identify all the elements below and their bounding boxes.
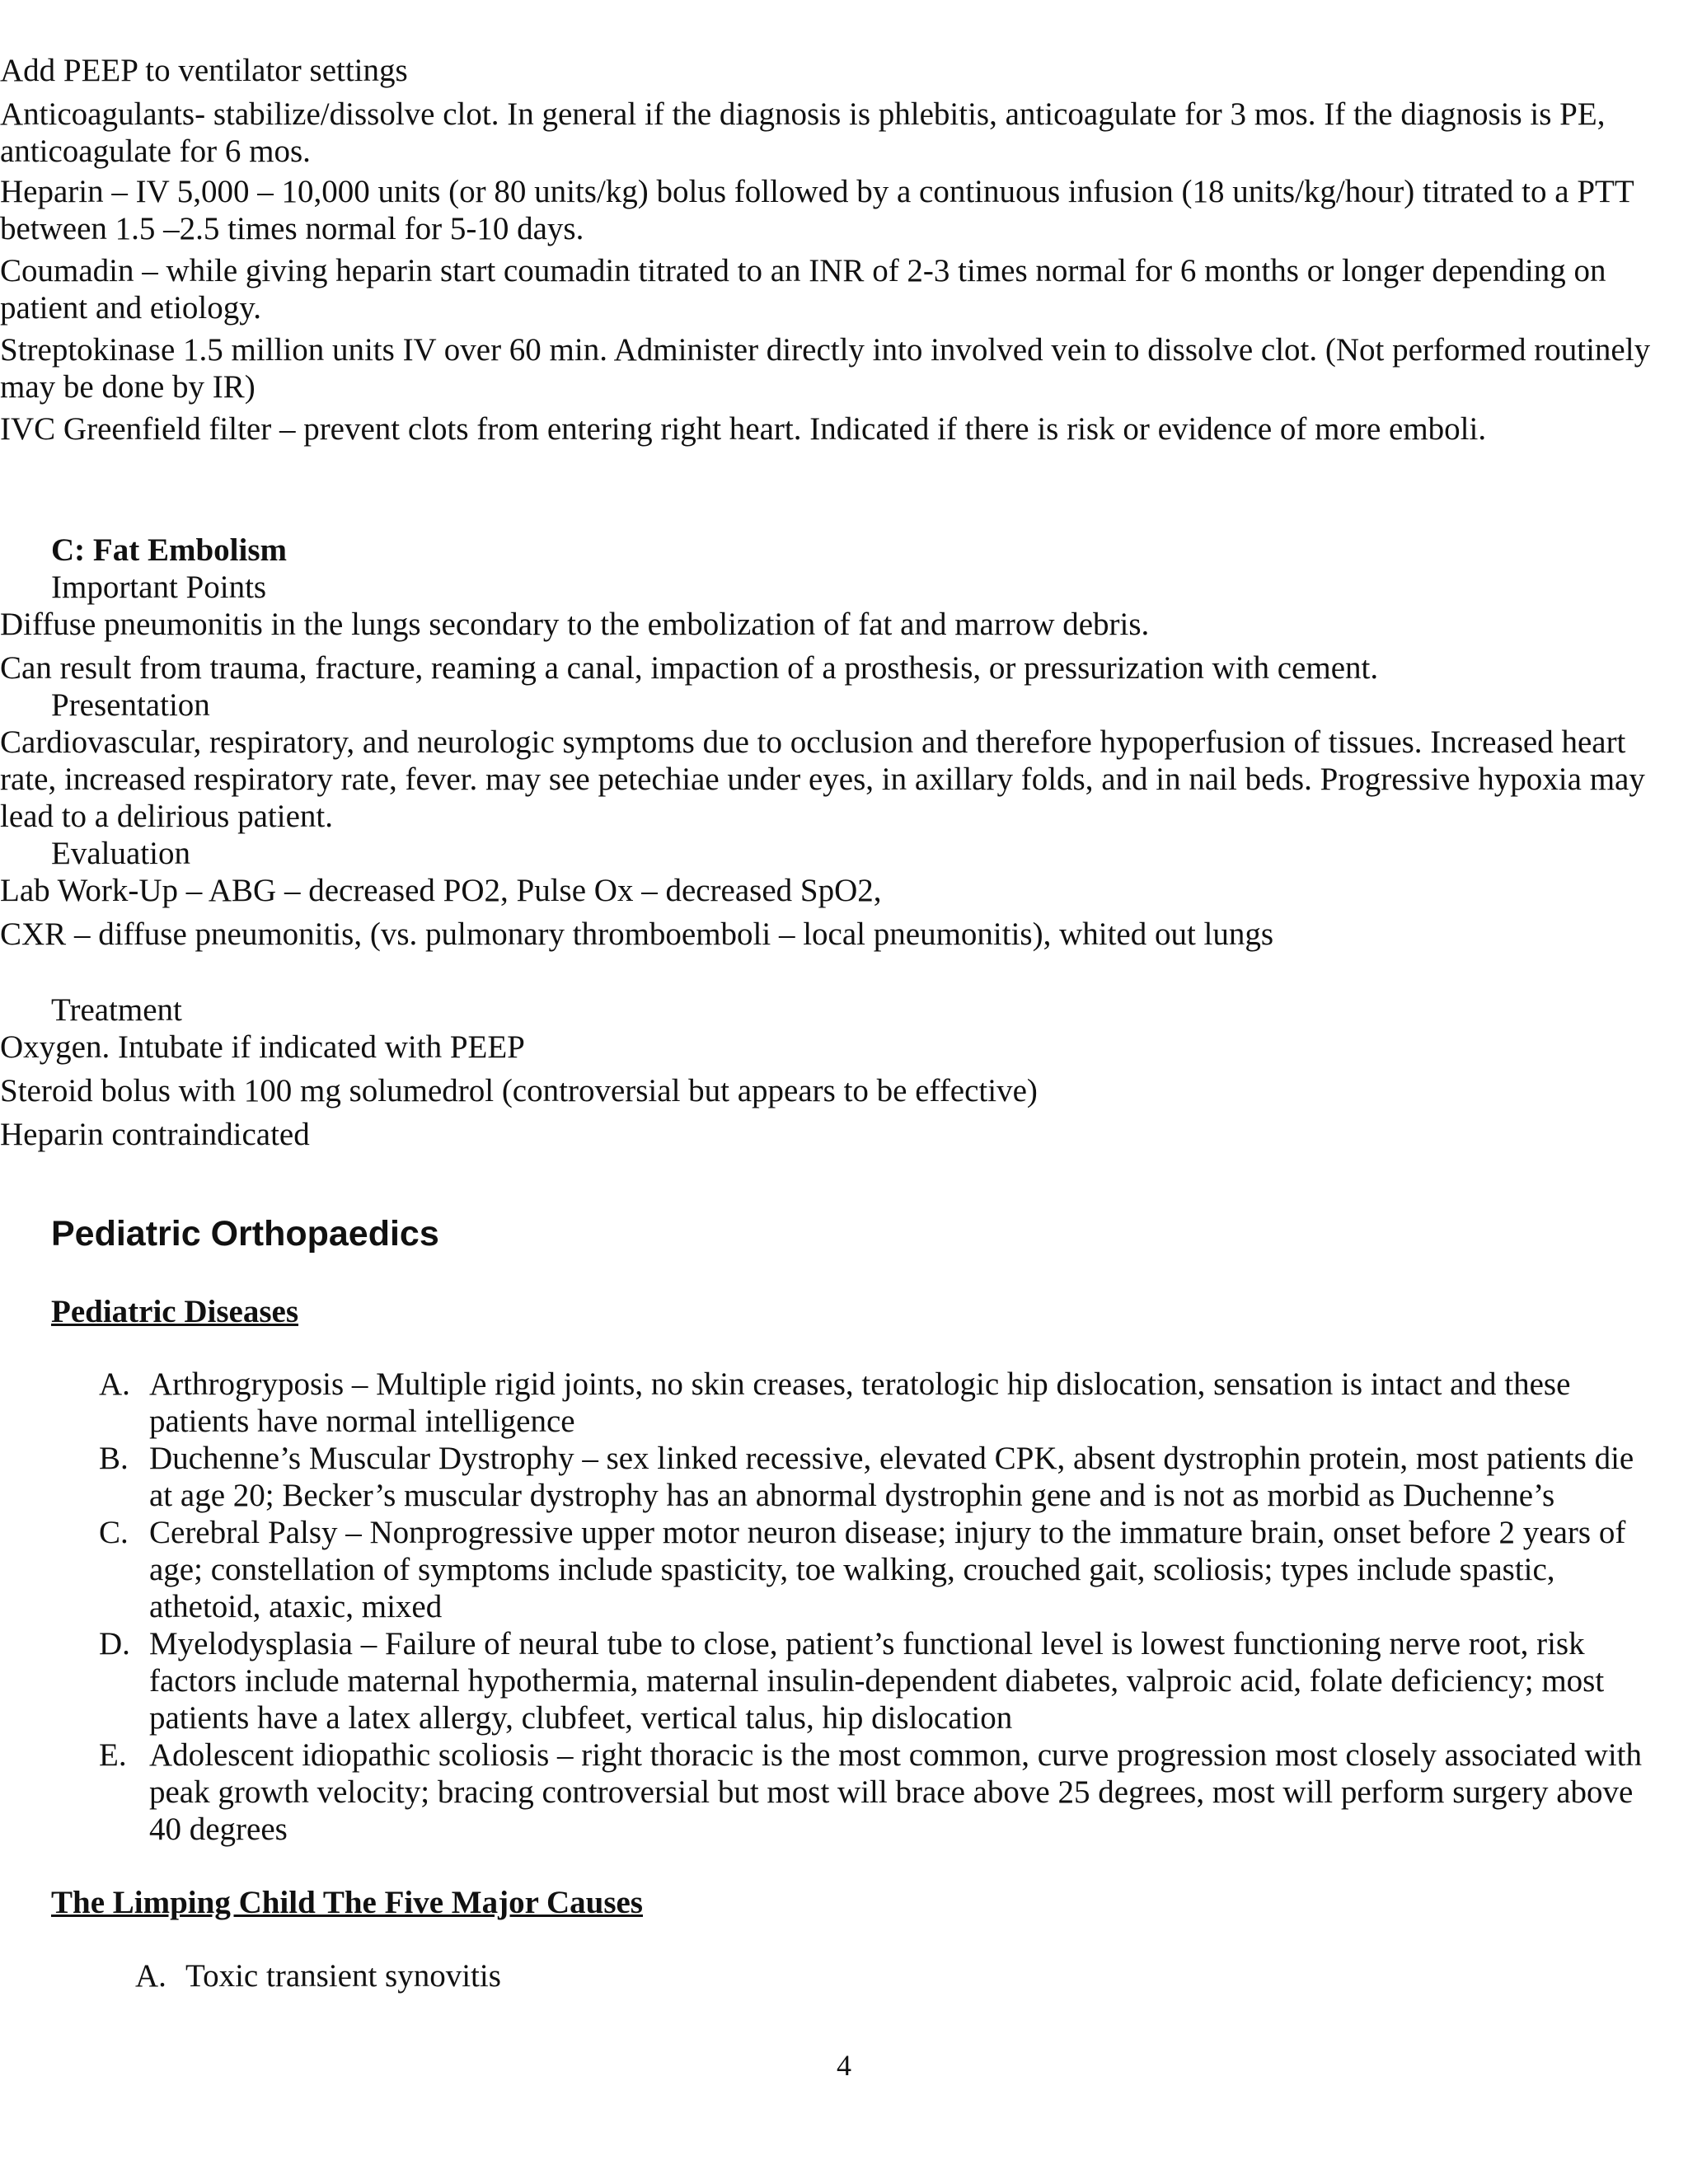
list-marker: E. <box>99 1737 127 1773</box>
treatment-list <box>0 1029 1688 1153</box>
list-marker: B. <box>99 1441 129 1476</box>
list-item: • Lab Work-Up – ABG – decreased PO2, Pulse Ox – decreased SpO2, <box>0 872 1688 909</box>
presentation-list <box>0 724 1688 835</box>
page-number: 4 <box>837 2049 851 2082</box>
list-item <box>99 1440 1655 1514</box>
list-item-text: Duchenne’s Muscular Dystrophy – sex linked recessive, elevated CPK, absent dystrophin protein, most patients die at age 20; Becker’s muscular dystrophy has an abnormal dystrophin gene and is not as morbid as Duchenne’s <box>149 1441 1634 1513</box>
subsection-heading: The Limping Child The Five Major Causes <box>51 1885 643 1920</box>
list-item <box>135 1957 1655 1994</box>
section-title: C: Fat Embolism <box>51 532 287 568</box>
list-item-text: Toxic transient synovitis <box>185 1958 501 1994</box>
pediatric-section <box>0 1213 1688 1994</box>
limping-causes-list <box>0 1957 1688 1994</box>
list-item: • IVC Greenfield filter – prevent clots from entering right heart. Indicated if there is risk or evidence of more emboli. <box>0 410 1688 448</box>
top-section <box>0 52 1688 448</box>
fat-embolism-section <box>0 532 1688 1153</box>
list-item-text: Myelodysplasia – Failure of neural tube to close, patient’s functional level is lowest functioning nerve root, risk factors include maternal hypothermia, maternal insulin-dependent diabetes, valproic acid, folate deficiency; most patients have a latex allergy, clubfeet, vertical talus, hip dislocation <box>149 1626 1605 1736</box>
list-item <box>99 1625 1655 1736</box>
anticoagulant-sub-list <box>0 173 1688 448</box>
list-marker: A. <box>99 1366 130 1402</box>
list-item: • CXR – diffuse pneumonitis, (vs. pulmonary thromboemboli – local pneumonitis), whited out lungs <box>0 916 1688 953</box>
list-item-text: Adolescent idiopathic scoliosis – right thoracic is the most common, curve progression most closely associated with peak growth velocity; bracing controversial but most will brace above 25 degrees, most will perform surgery above 40 degrees <box>149 1737 1642 1847</box>
pediatric-diseases-list <box>0 1366 1688 1848</box>
important-points-list <box>0 606 1688 687</box>
list-marker: C. <box>99 1515 129 1550</box>
list-item <box>99 1514 1655 1625</box>
subheading-evaluation: Evaluation <box>51 836 190 871</box>
list-item: • Streptokinase 1.5 million units IV over 60 min. Administer directly into involved vein to dissolve clot. (Not performed routinely may be done by IR) <box>0 331 1688 405</box>
list-item: • Heparin – IV 5,000 – 10,000 units (or 80 units/kg) bolus followed by a continuous infusion (18 units/kg/hour) titrated to a PTT between 1.5 –2.5 times normal for 5-10 days. <box>0 173 1688 247</box>
list-item: • Oxygen. Intubate if indicated with PEEP <box>0 1029 1688 1066</box>
section-heading: Pediatric Orthopaedics <box>51 1214 439 1254</box>
top-bullet-list <box>0 52 1688 170</box>
list-item: • Add PEEP to ventilator settings <box>0 52 1688 89</box>
list-item: • Coumadin – while giving heparin start coumadin titrated to an INR of 2-3 times normal for 6 months or longer depending on patient and etiology. <box>0 252 1688 326</box>
list-item: • Steroid bolus with 100 mg solumedrol (controversial but appears to be effective) <box>0 1072 1688 1109</box>
list-item <box>99 1736 1655 1848</box>
subsection-heading: Pediatric Diseases <box>51 1294 299 1329</box>
list-item: • Heparin contraindicated <box>0 1116 1688 1153</box>
list-item <box>99 1366 1655 1440</box>
list-item: • Cardiovascular, respiratory, and neurologic symptoms due to occlusion and therefore hypoperfusion of tissues. Increased heart rate, increased respiratory rate, fever. may see petechiae under eyes, in axillary folds, and in nail beds. Progressive hypoxia may lead to a delirious patient. <box>0 724 1688 835</box>
list-marker: D. <box>99 1626 130 1661</box>
list-item: • Anticoagulants- stabilize/dissolve clot. In general if the diagnosis is phlebitis, anticoagulate for 3 mos. If the diagnosis is PE, anticoagulate for 6 mos. <box>0 96 1688 170</box>
subheading-presentation: Presentation <box>51 687 210 723</box>
list-item-text: Arthrogryposis – Multiple rigid joints, no skin creases, teratologic hip dislocation, sensation is intact and these patients have normal intelligence <box>149 1366 1571 1439</box>
list-item: • Can result from trauma, fracture, reaming a canal, impaction of a prosthesis, or pressurization with cement. <box>0 649 1688 687</box>
list-item: • Diffuse pneumonitis in the lungs secondary to the embolization of fat and marrow debris. <box>0 606 1688 643</box>
list-item-text: Cerebral Palsy – Nonprogressive upper motor neuron disease; injury to the immature brain, onset before 2 years of age; constellation of symptoms include spasticity, toe walking, crouched gait, scoliosis; types include spastic, athetoid, ataxic, mixed <box>149 1515 1626 1624</box>
subheading-important-points: Important Points <box>51 569 267 605</box>
subheading-treatment: Treatment <box>51 992 182 1028</box>
evaluation-list <box>0 872 1688 953</box>
list-marker: A. <box>135 1958 166 1994</box>
